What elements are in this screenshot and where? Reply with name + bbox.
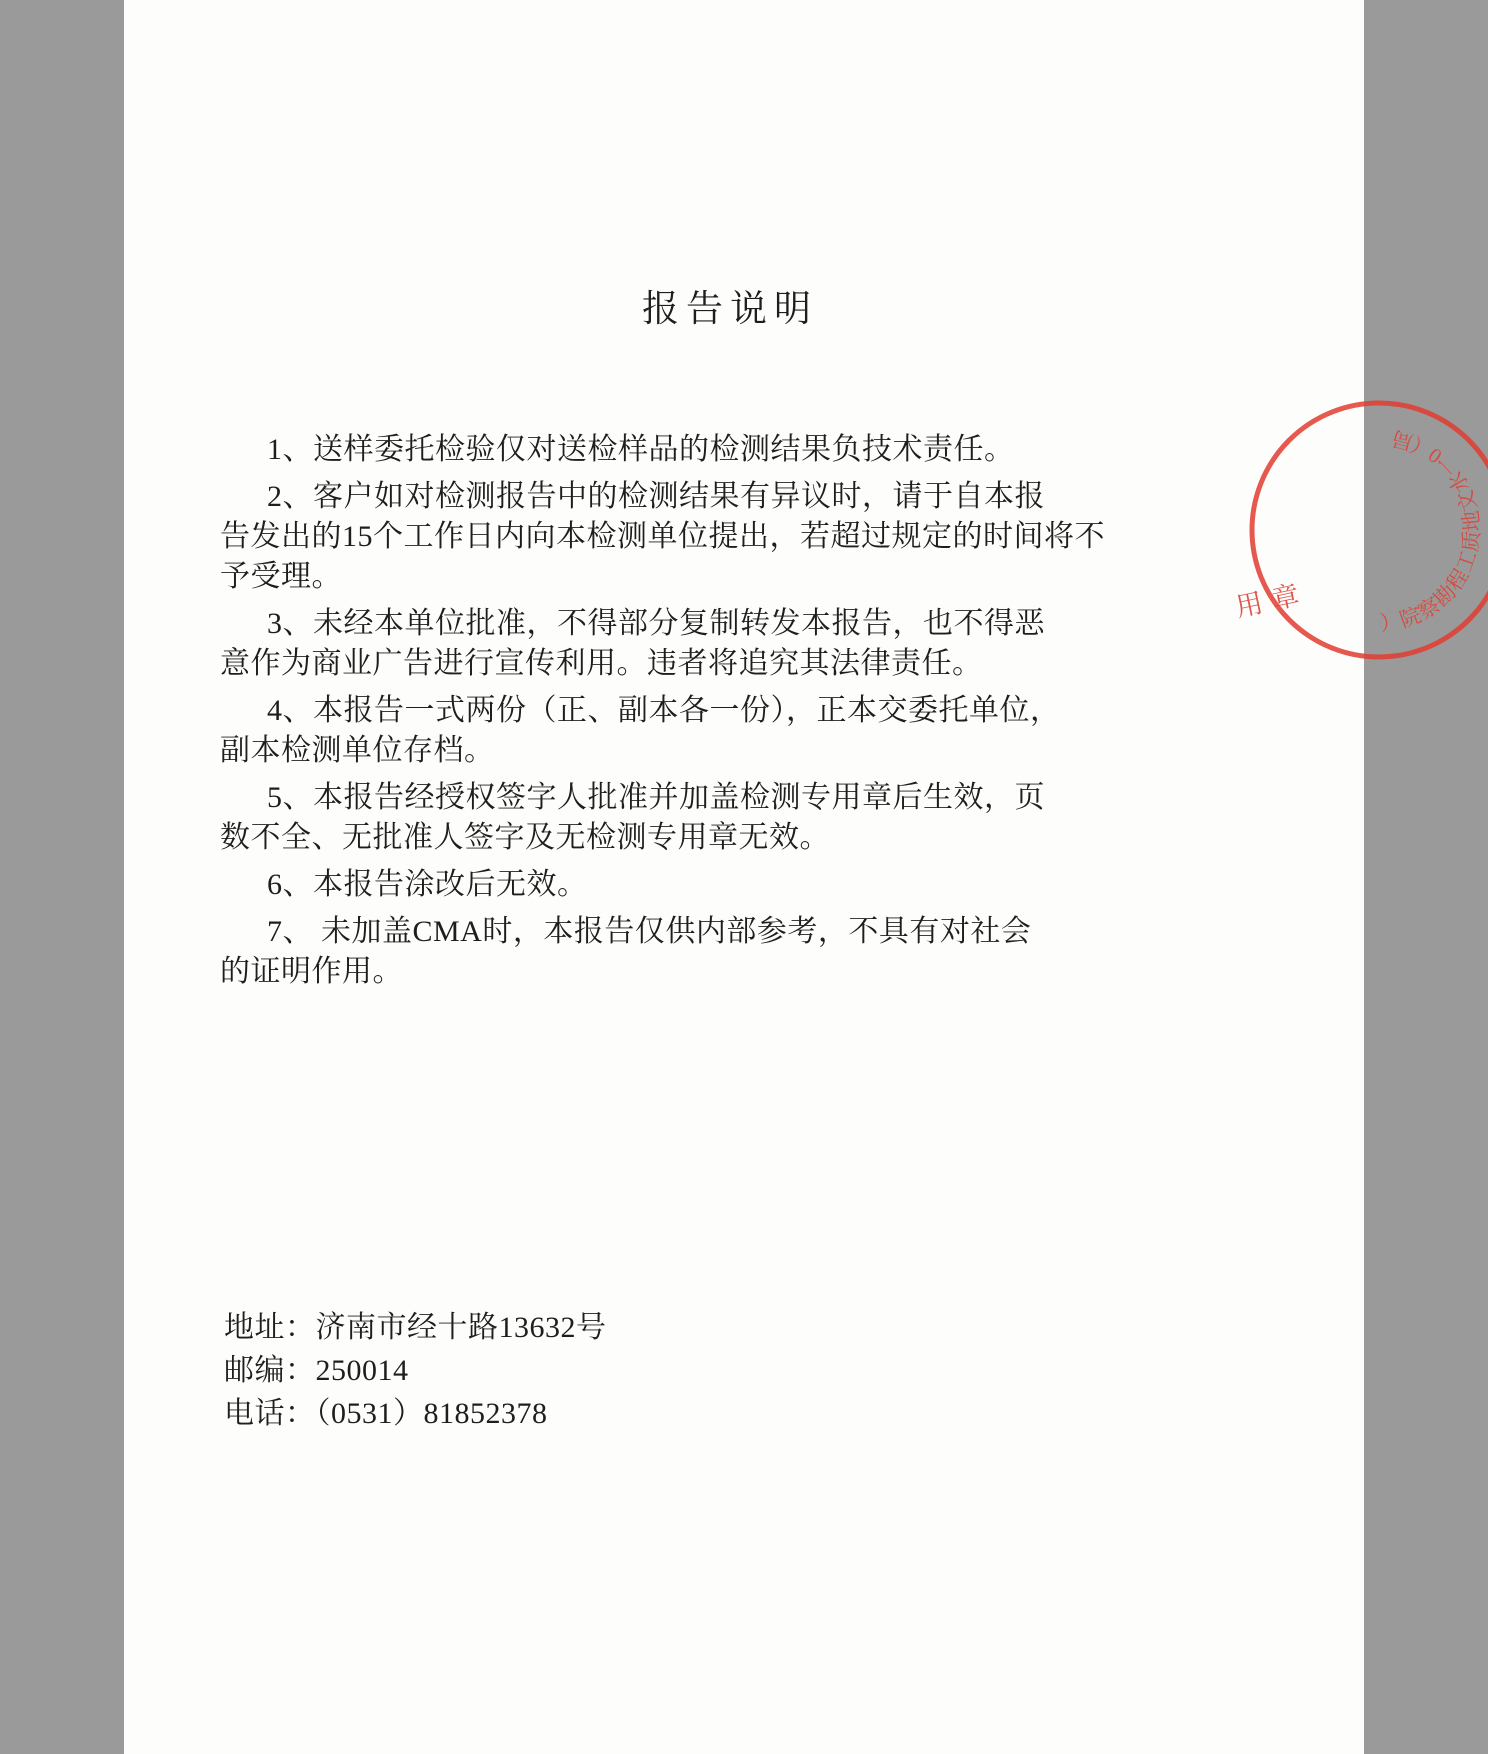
contact-address: 地址：济南市经十路13632号: [224, 1311, 607, 1344]
contact-block: [224, 1306, 607, 1435]
notice-line: 意作为商业广告进行宣传利用。违者将追究其法律责任。: [220, 647, 983, 680]
notice-line: 5、本报告经授权签字人批准并加盖检测专用章后生效，页: [267, 781, 1045, 814]
notice-line: 数不全、无批准人签字及无检测专用章无效。: [220, 821, 830, 854]
stamp-seal-icon: [1229, 380, 1488, 680]
report-notes-page: [124, 0, 1485, 1754]
notice-item-4: [220, 691, 1080, 771]
notice-item-6: [220, 865, 1080, 905]
notice-item-3: [220, 604, 1080, 684]
stamp-bottom-text: 用章: [1233, 577, 1312, 623]
contact-postcode: 邮编：250014: [224, 1354, 409, 1387]
page-title: 报告说明: [642, 289, 818, 330]
official-stamp: [1229, 380, 1488, 680]
notice-line: 1、送样委托检验仅对送检样品的检测结果负技术责任。: [267, 433, 1015, 466]
contact-phone: 电话：（0531）81852378: [224, 1397, 548, 1430]
notice-line: 6、本报告涂改后无效。: [267, 868, 588, 901]
notice-line: 4、本报告一式两份（正、副本各一份），正本交委托单位，: [267, 694, 1061, 727]
stamp-arc-text: ）院察勘程工质地文水一0（局: [1378, 425, 1485, 636]
notice-line: 的证明作用。: [220, 955, 403, 988]
notice-line: 7、 未加盖CMA时，本报告仅供内部参考，不具有对社会: [267, 915, 1032, 948]
notice-list: [220, 430, 1105, 999]
notice-line: 告发出的15个工作日内向本检测单位提出，若超过规定的时间将不: [220, 520, 1105, 553]
notice-item-7: [220, 912, 1080, 992]
svg-text:）院察勘程工质地文水一0（局: [1379, 426, 1485, 636]
notice-line: 2、客户如对检测报告中的检测结果有异议时，请于自本报: [267, 480, 1045, 513]
notice-line: 副本检测单位存档。: [220, 734, 495, 767]
notice-item-2: [220, 477, 1105, 597]
notice-item-1: [220, 430, 1080, 470]
notice-item-5: [220, 778, 1080, 858]
notice-line: 予受理。: [220, 560, 342, 593]
notice-line: 3、未经本单位批准，不得部分复制转发本报告，也不得恶: [267, 607, 1045, 640]
